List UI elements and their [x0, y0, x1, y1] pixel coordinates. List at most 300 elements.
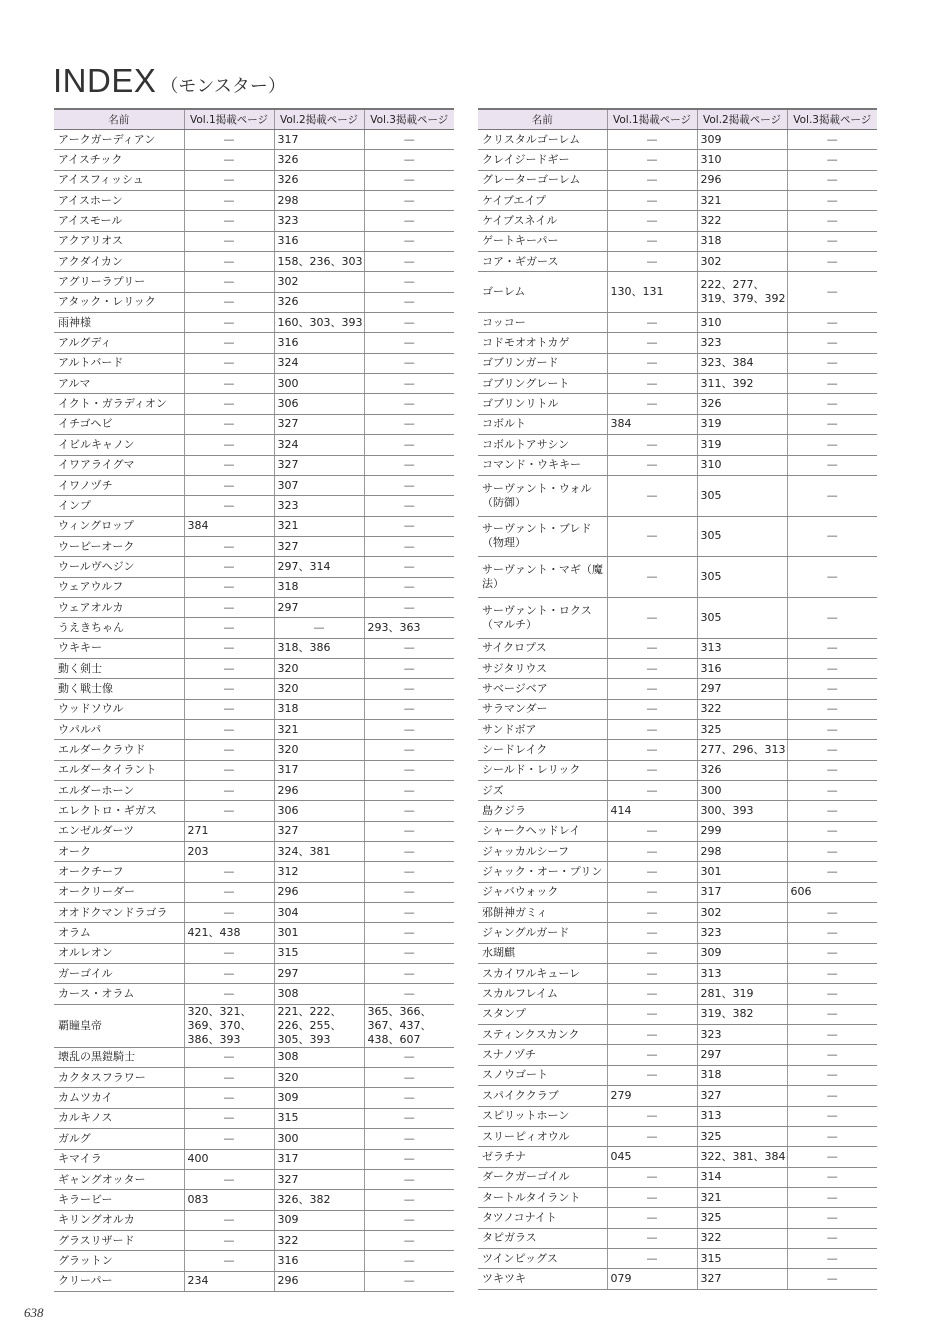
table-row: [478, 475, 877, 516]
page-ref-cell: —: [184, 272, 274, 292]
table-row: [478, 1208, 877, 1228]
page-ref-cell: —: [184, 455, 274, 475]
table-row: [54, 435, 454, 455]
table-row: [478, 760, 877, 780]
table-row: [54, 374, 454, 394]
header-vol2: Vol.2掲載ページ: [274, 109, 364, 130]
monster-name-cell: アイスチック: [54, 150, 184, 170]
monster-name-cell: アルグディ: [54, 333, 184, 353]
page-ref-cell: —: [607, 597, 697, 638]
table-row: [478, 414, 877, 434]
monster-name-cell: オークチーフ: [54, 862, 184, 882]
page-ref-cell: —: [184, 801, 274, 821]
table-row: [478, 374, 877, 394]
page-ref-cell: —: [184, 679, 274, 699]
table-row: [54, 1068, 454, 1088]
page-ref-cell: 318: [697, 1065, 787, 1085]
page-ref-cell: —: [787, 699, 877, 719]
page-ref-cell: —: [184, 618, 274, 638]
page-ref-cell: —: [184, 597, 274, 617]
monster-name-cell: 島クジラ: [478, 801, 607, 821]
page-ref-cell: 315: [697, 1248, 787, 1268]
page-ref-cell: 297: [274, 964, 364, 984]
page-ref-cell: —: [364, 1271, 454, 1291]
page-ref-cell: —: [364, 374, 454, 394]
page-ref-cell: —: [184, 1108, 274, 1128]
page-ref-cell: —: [364, 903, 454, 923]
page-ref-cell: —: [787, 658, 877, 678]
monster-name-cell: カルキノス: [54, 1108, 184, 1128]
page-ref-cell: 323: [274, 496, 364, 516]
page-ref-cell: 321: [274, 719, 364, 739]
page-ref-cell: —: [184, 1047, 274, 1067]
monster-name-cell: オルレオン: [54, 943, 184, 963]
table-row: [54, 1271, 454, 1291]
monster-name-cell: エルダークラウド: [54, 740, 184, 760]
table-row: [478, 353, 877, 373]
page-ref-cell: —: [184, 984, 274, 1004]
page-ref-cell: —: [184, 231, 274, 251]
page-ref-cell: —: [607, 964, 697, 984]
monster-name-cell: アクダイカン: [54, 252, 184, 272]
page-ref-cell: —: [364, 740, 454, 760]
page-ref-cell: —: [607, 1106, 697, 1126]
monster-name-cell: タピガラス: [478, 1228, 607, 1248]
page-ref-cell: 320: [274, 658, 364, 678]
page-ref-cell: —: [184, 211, 274, 231]
monster-name-cell: オオドクマンドラゴラ: [54, 903, 184, 923]
table-row: [478, 597, 877, 638]
page-ref-cell: 316: [274, 1251, 364, 1271]
page-ref-cell: 318: [697, 231, 787, 251]
page-ref-cell: —: [607, 394, 697, 414]
monster-name-cell: アタック・レリック: [54, 292, 184, 312]
monster-name-cell: アルトバード: [54, 353, 184, 373]
page-ref-cell: —: [787, 1269, 877, 1289]
page-ref-cell: —: [787, 923, 877, 943]
page-ref-cell: —: [364, 821, 454, 841]
page-ref-cell: 327: [274, 821, 364, 841]
page-ref-cell: 326: [274, 150, 364, 170]
page-ref-cell: —: [274, 618, 364, 638]
page-ref-cell: 326: [274, 292, 364, 312]
header-vol1: Vol.1掲載ページ: [607, 109, 697, 130]
monster-name-cell: グレーターゴーレム: [478, 170, 607, 190]
table-row: [478, 252, 877, 272]
page-ref-cell: —: [184, 1129, 274, 1149]
left-table-body: [54, 130, 454, 1292]
monster-name-cell: ゼラチナ: [478, 1147, 607, 1167]
monster-name-cell: ウェアウルフ: [54, 577, 184, 597]
page-ref-cell: 315: [274, 1108, 364, 1128]
table-row: [478, 1126, 877, 1146]
table-row: [478, 842, 877, 862]
table-row: [54, 1004, 454, 1047]
monster-name-cell: エンゼルダーツ: [54, 821, 184, 841]
table-row: [54, 923, 454, 943]
page-ref-cell: 297、314: [274, 557, 364, 577]
table-row: [478, 516, 877, 557]
table-row: [54, 842, 454, 862]
page-ref-cell: 305: [697, 557, 787, 598]
page-ref-cell: —: [607, 333, 697, 353]
monster-name-cell: アークガーディアン: [54, 130, 184, 150]
page-ref-cell: —: [787, 679, 877, 699]
monster-name-cell: 動く剣士: [54, 658, 184, 678]
page-ref-cell: 400: [184, 1149, 274, 1169]
page-ref-cell: 323、384: [697, 353, 787, 373]
monster-name-cell: スパイククラブ: [478, 1086, 607, 1106]
table-row: [478, 170, 877, 190]
page-ref-cell: 325: [697, 1126, 787, 1146]
table-row: [54, 414, 454, 434]
page-ref-cell: 293、363: [364, 618, 454, 638]
table-row: [478, 638, 877, 658]
page-ref-cell: —: [184, 374, 274, 394]
table-row: [478, 719, 877, 739]
monster-name-cell: サイクロプス: [478, 638, 607, 658]
monster-name-cell: シールド・レリック: [478, 760, 607, 780]
table-row: [478, 130, 877, 150]
monster-name-cell: サーヴァント・マギ（魔法）: [478, 557, 607, 598]
page-ref-cell: —: [184, 394, 274, 414]
monster-name-cell: アイスモール: [54, 211, 184, 231]
page-ref-cell: —: [364, 130, 454, 150]
page-ref-cell: —: [607, 740, 697, 760]
monster-name-cell: 壊乱の黒鎧騎士: [54, 1047, 184, 1067]
monster-name-cell: ジズ: [478, 781, 607, 801]
monster-name-cell: タツノコナイト: [478, 1208, 607, 1228]
page-ref-cell: —: [787, 211, 877, 231]
page-ref-cell: —: [184, 719, 274, 739]
monster-name-cell: ケイブエイプ: [478, 191, 607, 211]
page-ref-cell: —: [787, 1248, 877, 1268]
page-ref-cell: —: [787, 821, 877, 841]
monster-name-cell: オラム: [54, 923, 184, 943]
page-ref-cell: 296: [274, 882, 364, 902]
page-ref-cell: —: [607, 781, 697, 801]
page-ref-cell: —: [184, 1068, 274, 1088]
monster-name-cell: スティンクスカンク: [478, 1025, 607, 1045]
page-ref-cell: —: [607, 1187, 697, 1207]
page-ref-cell: —: [364, 333, 454, 353]
table-row: [54, 618, 454, 638]
page-ref-cell: 301: [274, 923, 364, 943]
page-ref-cell: —: [607, 1208, 697, 1228]
page-ref-cell: —: [184, 252, 274, 272]
table-row: [478, 1167, 877, 1187]
table-row: [54, 597, 454, 617]
page-ref-cell: 323: [697, 333, 787, 353]
monster-name-cell: 雨神様: [54, 313, 184, 333]
page-ref-cell: —: [787, 353, 877, 373]
page-ref-cell: 316: [274, 333, 364, 353]
page-ref-cell: 309: [274, 1210, 364, 1230]
page-ref-cell: 320: [274, 679, 364, 699]
page-ref-cell: —: [787, 191, 877, 211]
table-row: [54, 1210, 454, 1230]
monster-name-cell: 水瑚麒: [478, 943, 607, 963]
table-row: [54, 536, 454, 556]
table-row: [54, 862, 454, 882]
monster-name-cell: ウキキー: [54, 638, 184, 658]
page-ref-cell: —: [787, 414, 877, 434]
table-row: [54, 1108, 454, 1128]
page-ref-cell: —: [364, 943, 454, 963]
page-number: 638: [24, 1305, 44, 1320]
page-ref-cell: 321: [697, 1187, 787, 1207]
page-ref-cell: 326: [697, 760, 787, 780]
table-row: [478, 231, 877, 251]
monster-name-cell: ケイブスネイル: [478, 211, 607, 231]
page-ref-cell: —: [787, 1086, 877, 1106]
header-vol3: Vol.3掲載ページ: [787, 109, 877, 130]
table-header-row: [478, 109, 877, 130]
monster-name-cell: ガルグ: [54, 1129, 184, 1149]
monster-name-cell: サラマンダー: [478, 699, 607, 719]
page-ref-cell: —: [364, 150, 454, 170]
monster-name-cell: スカイワルキューレ: [478, 964, 607, 984]
page-ref-cell: —: [787, 1126, 877, 1146]
monster-name-cell: スリーピィオウル: [478, 1126, 607, 1146]
monster-name-cell: サンドボア: [478, 719, 607, 739]
page-ref-cell: 302: [697, 903, 787, 923]
page-ref-cell: —: [787, 862, 877, 882]
page-ref-cell: 309: [697, 130, 787, 150]
page-ref-cell: 327: [274, 536, 364, 556]
page-ref-cell: 317: [697, 882, 787, 902]
table-row: [54, 557, 454, 577]
table-row: [478, 923, 877, 943]
monster-name-cell: シャークヘッドレイ: [478, 821, 607, 841]
page-ref-cell: 308: [274, 1047, 364, 1067]
page-ref-cell: 384: [607, 414, 697, 434]
page-ref-cell: 300、393: [697, 801, 787, 821]
page-ref-cell: —: [607, 821, 697, 841]
page-ref-cell: —: [364, 1230, 454, 1250]
page-ref-cell: 365、366、367、437、438、607: [364, 1004, 454, 1047]
page-ref-cell: 320: [274, 1068, 364, 1088]
table-row: [54, 964, 454, 984]
page-ref-cell: —: [787, 781, 877, 801]
monster-name-cell: ゴブリングレート: [478, 374, 607, 394]
page-ref-cell: 306: [274, 801, 364, 821]
page-ref-cell: —: [787, 1025, 877, 1045]
page-ref-cell: 315: [274, 943, 364, 963]
table-row: [54, 231, 454, 251]
monster-name-cell: イチゴヘビ: [54, 414, 184, 434]
page-ref-cell: —: [364, 842, 454, 862]
page-ref-cell: 321: [274, 516, 364, 536]
page-ref-cell: 296: [274, 781, 364, 801]
monster-name-cell: クレイジードギー: [478, 150, 607, 170]
table-row: [478, 658, 877, 678]
page-ref-cell: 313: [697, 638, 787, 658]
monster-name-cell: ウパルパ: [54, 719, 184, 739]
monster-name-cell: スカルフレイム: [478, 984, 607, 1004]
page-ref-cell: —: [364, 577, 454, 597]
page-ref-cell: —: [184, 577, 274, 597]
page-ref-cell: —: [184, 353, 274, 373]
table-row: [54, 821, 454, 841]
page-ref-cell: 297: [274, 597, 364, 617]
monster-name-cell: カース・オラム: [54, 984, 184, 1004]
page-ref-cell: —: [787, 984, 877, 1004]
page-ref-cell: —: [607, 557, 697, 598]
table-row: [478, 781, 877, 801]
page-ref-cell: —: [364, 679, 454, 699]
monster-name-cell: オークリーダー: [54, 882, 184, 902]
table-row: [54, 984, 454, 1004]
monster-name-cell: エルダーホーン: [54, 781, 184, 801]
header-vol1: Vol.1掲載ページ: [184, 109, 274, 130]
page-ref-cell: —: [607, 170, 697, 190]
page-ref-cell: 325: [697, 1208, 787, 1228]
page-ref-cell: —: [184, 862, 274, 882]
table-row: [478, 679, 877, 699]
table-row: [478, 557, 877, 598]
page-ref-cell: 300: [697, 781, 787, 801]
page-ref-cell: —: [184, 130, 274, 150]
table-row: [54, 516, 454, 536]
monster-name-cell: ツインピッグス: [478, 1248, 607, 1268]
page-ref-cell: 279: [607, 1086, 697, 1106]
page-ref-cell: 300: [274, 1129, 364, 1149]
page-ref-cell: —: [184, 781, 274, 801]
page-ref-cell: 327: [697, 1086, 787, 1106]
page-ref-cell: —: [607, 1248, 697, 1268]
page-ref-cell: 320: [274, 740, 364, 760]
monster-name-cell: スタンプ: [478, 1004, 607, 1024]
monster-name-cell: グラスリザード: [54, 1230, 184, 1250]
monster-name-cell: クリスタルゴーレム: [478, 130, 607, 150]
page-ref-cell: —: [787, 1167, 877, 1187]
monster-name-cell: サジタリウス: [478, 658, 607, 678]
page-title: [53, 62, 286, 100]
page-ref-cell: —: [787, 1208, 877, 1228]
monster-name-cell: スナノヅチ: [478, 1045, 607, 1065]
page-ref-cell: 158、236、303: [274, 252, 364, 272]
page-ref-cell: —: [607, 943, 697, 963]
page-ref-cell: 319、382: [697, 1004, 787, 1024]
table-row: [54, 475, 454, 495]
table-row: [478, 964, 877, 984]
table-row: [54, 1251, 454, 1271]
header-name: 名前: [478, 109, 607, 130]
page-ref-cell: 318: [274, 577, 364, 597]
page-ref-cell: —: [787, 1228, 877, 1248]
table-row: [54, 760, 454, 780]
page-ref-cell: —: [184, 536, 274, 556]
table-row: [478, 862, 877, 882]
page-ref-cell: —: [184, 170, 274, 190]
page-ref-cell: —: [607, 882, 697, 902]
page-ref-cell: —: [787, 1045, 877, 1065]
page-ref-cell: —: [184, 699, 274, 719]
monster-name-cell: アグリーラプリー: [54, 272, 184, 292]
monster-name-cell: イワノヅチ: [54, 475, 184, 495]
page-ref-cell: —: [364, 435, 454, 455]
page-ref-cell: —: [364, 1169, 454, 1189]
table-row: [478, 211, 877, 231]
page-ref-cell: 317: [274, 130, 364, 150]
monster-name-cell: コマンド・ウキキー: [478, 455, 607, 475]
page-ref-cell: —: [787, 1147, 877, 1167]
page-ref-cell: —: [787, 638, 877, 658]
page-ref-cell: 083: [184, 1190, 274, 1210]
page-ref-cell: 307: [274, 475, 364, 495]
page-ref-cell: 222、277、319、379、392: [697, 272, 787, 313]
page-ref-cell: —: [607, 1167, 697, 1187]
page-ref-cell: —: [184, 760, 274, 780]
page-ref-cell: —: [364, 597, 454, 617]
page-ref-cell: —: [787, 557, 877, 598]
page-ref-cell: —: [364, 272, 454, 292]
page-ref-cell: —: [787, 740, 877, 760]
table-row: [54, 394, 454, 414]
page-ref-cell: —: [184, 1230, 274, 1250]
monster-name-cell: ジャングルガード: [478, 923, 607, 943]
table-row: [54, 638, 454, 658]
page-ref-cell: 325: [697, 719, 787, 739]
page-ref-cell: 297: [697, 1045, 787, 1065]
monster-name-cell: コボルト: [478, 414, 607, 434]
page-ref-cell: —: [787, 333, 877, 353]
monster-name-cell: ウッドソウル: [54, 699, 184, 719]
page-ref-cell: —: [787, 170, 877, 190]
page-ref-cell: —: [607, 516, 697, 557]
page-ref-cell: 296: [274, 1271, 364, 1291]
monster-name-cell: コッコー: [478, 313, 607, 333]
page-ref-cell: 297: [697, 679, 787, 699]
page-ref-cell: —: [184, 882, 274, 902]
page-ref-cell: —: [607, 252, 697, 272]
page-ref-cell: —: [364, 557, 454, 577]
monster-name-cell: カムツカイ: [54, 1088, 184, 1108]
monster-name-cell: サーヴァント・ウォル（防御）: [478, 475, 607, 516]
title-subtitle: （モンスター）: [160, 76, 286, 97]
monster-name-cell: ゴブリンリトル: [478, 394, 607, 414]
page-ref-cell: —: [787, 719, 877, 739]
page-ref-cell: 309: [697, 943, 787, 963]
header-vol3: Vol.3掲載ページ: [364, 109, 454, 130]
page-ref-cell: —: [364, 719, 454, 739]
monster-name-cell: タートルタイラント: [478, 1187, 607, 1207]
table-row: [54, 211, 454, 231]
page-ref-cell: —: [607, 699, 697, 719]
page-ref-cell: —: [787, 272, 877, 313]
page-ref-cell: —: [364, 496, 454, 516]
page-ref-cell: 321: [697, 191, 787, 211]
monster-name-cell: ウールヴヘジン: [54, 557, 184, 577]
page-ref-cell: —: [364, 1068, 454, 1088]
page-ref-cell: 327: [697, 1269, 787, 1289]
page-ref-cell: 322: [697, 1228, 787, 1248]
table-row: [54, 1129, 454, 1149]
page-ref-cell: 316: [697, 658, 787, 678]
table-row: [478, 984, 877, 1004]
page-ref-cell: 305: [697, 475, 787, 516]
page-ref-cell: —: [607, 679, 697, 699]
page-ref-cell: 045: [607, 1147, 697, 1167]
table-row: [54, 170, 454, 190]
page-ref-cell: 322: [697, 211, 787, 231]
monster-name-cell: サーヴァント・ブレド（物理）: [478, 516, 607, 557]
table-row: [54, 150, 454, 170]
monster-name-cell: ツキツキ: [478, 1269, 607, 1289]
table-row: [478, 150, 877, 170]
page-ref-cell: —: [787, 1187, 877, 1207]
